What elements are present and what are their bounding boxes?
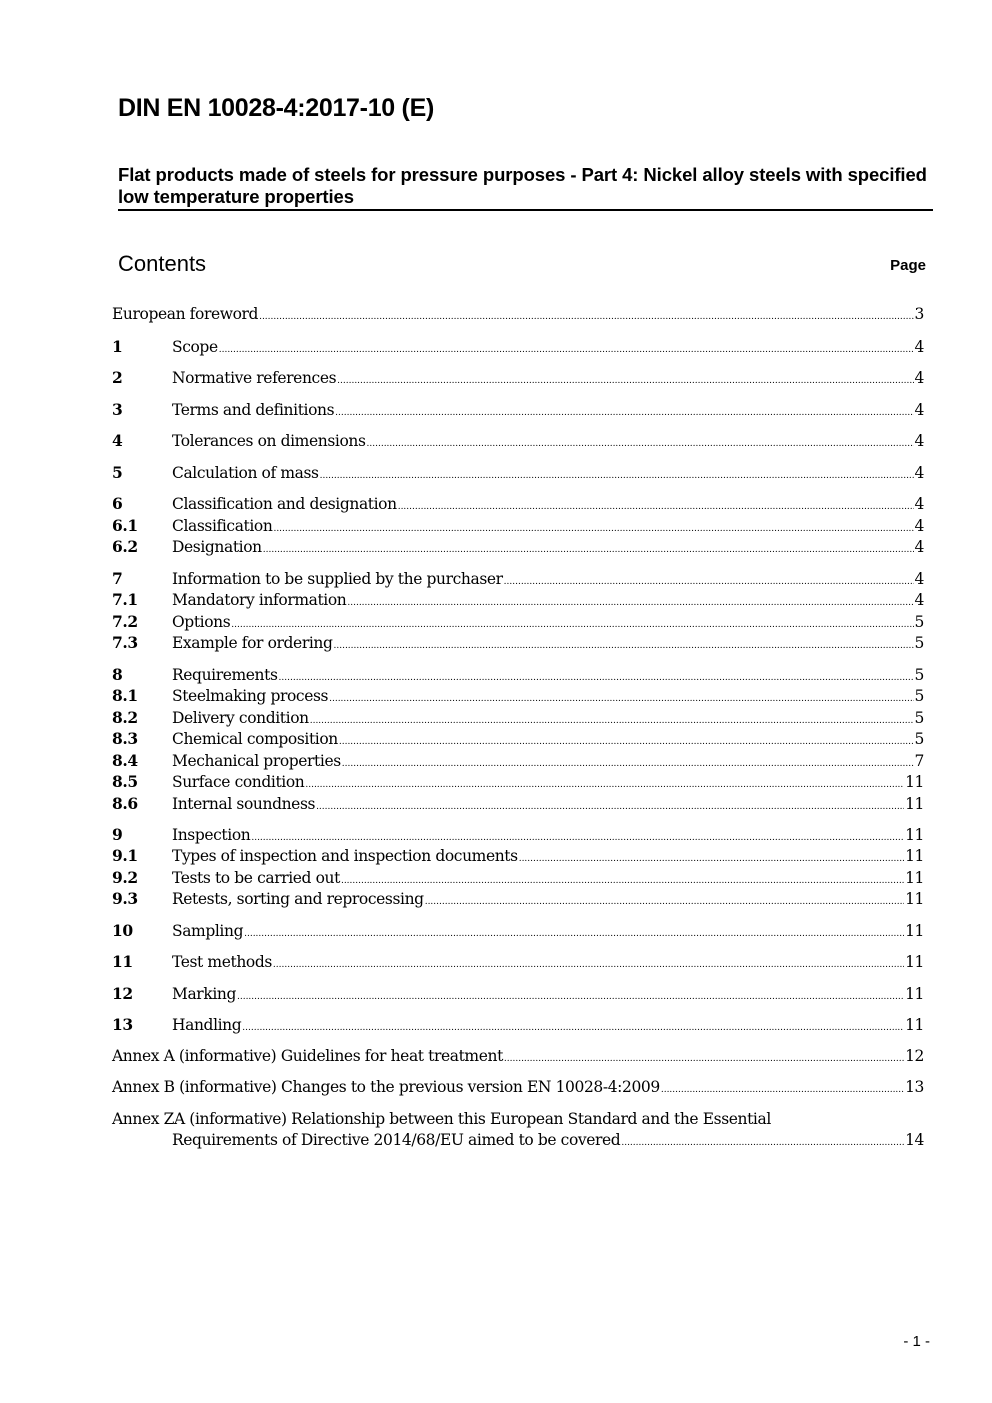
toc-entry-number: 6.1 (112, 516, 138, 535)
toc-leader-dots (367, 432, 914, 450)
toc-leader-dots (320, 464, 914, 482)
toc-entry-label: Surface condition (172, 773, 305, 791)
toc-leader-dots (342, 752, 914, 770)
toc-entry[interactable] (112, 590, 924, 612)
toc-entry[interactable] (112, 494, 924, 516)
toc-leader-dots (621, 1131, 904, 1149)
toc-entry[interactable] (112, 751, 924, 773)
toc-entry-label: Inspection (172, 826, 251, 844)
toc-entry-number: 8.3 (112, 729, 138, 748)
toc-entry-page: 14 (905, 1131, 924, 1149)
toc-entry-number: 9.1 (112, 846, 138, 865)
toc-entry[interactable] (112, 537, 924, 559)
toc-leader-dots (425, 890, 904, 908)
contents-heading: Contents (118, 251, 207, 276)
toc-leader-dots (273, 517, 913, 535)
toc-entry-page: 3 (914, 305, 924, 323)
toc-entry-page: 11 (905, 847, 924, 865)
toc-leader-dots (279, 666, 914, 684)
toc-entry-label: Tests to be carried out (172, 869, 340, 887)
toc-entry-label: Example for ordering (172, 634, 333, 652)
toc-entry[interactable] (112, 708, 924, 730)
toc-entry-number: 10 (112, 921, 133, 940)
toc-entry-page: 5 (914, 666, 924, 684)
toc-entry-page: 5 (914, 730, 924, 748)
toc-entry-label: Sampling (172, 922, 244, 940)
toc-entry-number: 1 (112, 337, 123, 356)
toc-leader-dots (335, 401, 913, 419)
toc-entry[interactable] (112, 305, 924, 327)
toc-leader-dots (219, 338, 914, 356)
toc-entry-label: Classification and designation (172, 495, 397, 513)
toc-entry-page: 11 (905, 922, 924, 940)
toc-entry-label: Classification (172, 517, 273, 535)
toc-entry-label: Terms and definitions (172, 401, 335, 419)
toc-entry-number: 7.3 (112, 633, 138, 652)
toc-entry-number: 8.5 (112, 772, 138, 791)
toc-entry[interactable] (112, 516, 924, 538)
toc-entry[interactable] (112, 868, 924, 890)
toc-entry-label: Requirements (172, 666, 278, 684)
toc-entry-number: 2 (112, 368, 123, 387)
toc-leader-dots (305, 773, 904, 791)
toc-leader-dots (398, 495, 914, 513)
toc-entry-page: 4 (914, 464, 924, 482)
toc-entry-page: 11 (905, 826, 924, 844)
toc-entry-page: 11 (905, 890, 924, 908)
toc-entry-number: 12 (112, 984, 133, 1003)
toc-leader-dots (661, 1078, 904, 1096)
toc-leader-dots (504, 570, 914, 588)
toc-entry[interactable] (112, 772, 924, 794)
toc-entry-label: Retests, sorting and reprocessing (172, 890, 424, 908)
toc-entry-label: European foreword (112, 305, 259, 323)
toc-entry-number: 9.3 (112, 889, 138, 908)
toc-entry[interactable] (112, 1047, 924, 1069)
toc-entry-number: 6.2 (112, 537, 138, 556)
toc-entry[interactable] (112, 1015, 924, 1037)
toc-entry-page: 5 (914, 634, 924, 652)
toc-entry[interactable] (112, 337, 924, 359)
toc-entry[interactable] (112, 463, 924, 485)
toc-entry-page: 4 (914, 401, 924, 419)
toc-leader-dots (242, 1016, 904, 1034)
toc-leader-dots (504, 1047, 904, 1065)
toc-entry[interactable] (112, 569, 924, 591)
toc-leader-dots (263, 538, 914, 556)
toc-entry-label: Delivery condition (172, 709, 309, 727)
toc-entry-page: 4 (914, 570, 924, 588)
toc-entry-page: 11 (905, 1016, 924, 1034)
toc-entry[interactable] (112, 889, 924, 911)
toc-leader-dots (310, 709, 914, 727)
toc-leader-dots (259, 305, 913, 323)
toc-entry-label: Annex ZA (informative) Relationship between this European Standard and the Essential (112, 1110, 771, 1128)
toc-leader-dots (237, 985, 904, 1003)
toc-entry-label: Designation (172, 538, 262, 556)
toc-leader-dots (347, 591, 913, 609)
toc-leader-dots (273, 953, 904, 971)
toc-entry-page: 5 (914, 709, 924, 727)
document-title: DIN EN 10028-4:2017-10 (E) (118, 94, 434, 122)
toc-entry[interactable] (112, 431, 924, 453)
toc-entry-label: Mechanical properties (172, 752, 341, 770)
toc-entry-number: 8 (112, 665, 123, 684)
toc-entry[interactable] (112, 665, 924, 687)
toc-entry[interactable] (112, 825, 924, 847)
toc-entry-number: 8.4 (112, 751, 138, 770)
toc-entry-page: 11 (905, 869, 924, 887)
toc-entry-label: Annex B (informative) Changes to the previous version EN 10028-4:2009 (112, 1078, 660, 1096)
toc-entry-label: Tolerances on dimensions (172, 432, 366, 450)
toc-entry[interactable] (112, 952, 924, 974)
toc-entry-page: 11 (905, 795, 924, 813)
toc-entry-label: Information to be supplied by the purchaser (172, 570, 503, 588)
toc-entry-page: 4 (914, 432, 924, 450)
toc-entry-page: 4 (914, 538, 924, 556)
toc-entry-page: 4 (914, 517, 924, 535)
toc-entry-page: 4 (914, 495, 924, 513)
toc-entry[interactable] (112, 729, 924, 751)
toc-entry[interactable] (112, 846, 924, 868)
toc-entry-number: 7.2 (112, 612, 138, 631)
toc-leader-dots (244, 922, 904, 940)
toc-entry-page: 11 (905, 953, 924, 971)
toc-entry[interactable] (112, 794, 924, 816)
toc-entry-label: Calculation of mass (172, 464, 319, 482)
toc-entry-label: Types of inspection and inspection documents (172, 847, 518, 865)
toc-entry-page: 5 (914, 687, 924, 705)
toc-entry-label: Chemical composition (172, 730, 338, 748)
toc-entry[interactable] (112, 1078, 924, 1100)
toc-leader-dots (231, 613, 913, 631)
toc-entry-number: 4 (112, 431, 123, 450)
toc-entry-label: Requirements of Directive 2014/68/EU aimed to be covered (172, 1131, 621, 1149)
toc-entry-label: Normative references (172, 369, 337, 387)
toc-entry[interactable] (112, 612, 924, 634)
toc-entry-page: 12 (905, 1047, 924, 1065)
toc-entry-label: Annex A (informative) Guidelines for heat treatment (112, 1047, 503, 1065)
toc-entry-number: 5 (112, 463, 123, 482)
toc-entry-label: Steelmaking process (172, 687, 329, 705)
toc-entry-page: 11 (905, 985, 924, 1003)
toc-entry-label: Test methods (172, 953, 272, 971)
toc-entry-number: 11 (112, 952, 133, 971)
toc-leader-dots (334, 634, 914, 652)
toc-entry[interactable] (112, 921, 924, 943)
document-subtitle: Flat products made of steels for pressure purposes - Part 4: Nickel alloy steels with specified low temperature properties (118, 164, 933, 211)
toc-entry-page: 4 (914, 591, 924, 609)
toc-entry-continuation[interactable] (172, 1131, 924, 1153)
toc-entry-number: 8.1 (112, 686, 138, 705)
toc-entry[interactable] (112, 368, 924, 390)
toc-entry-label: Handling (172, 1016, 242, 1034)
toc-entry[interactable] (112, 400, 924, 422)
toc-entry-number: 9.2 (112, 868, 138, 887)
toc-entry-label: Scope (172, 338, 218, 356)
toc-leader-dots (519, 847, 904, 865)
toc-entry-number: 9 (112, 825, 123, 844)
toc-entry-page: 11 (905, 773, 924, 791)
toc-entry-label: Internal soundness (172, 795, 316, 813)
toc-entry[interactable] (112, 633, 924, 655)
toc-entry-page: 4 (914, 338, 924, 356)
toc-entry-page: 13 (905, 1078, 924, 1096)
toc-entry[interactable] (112, 984, 924, 1006)
toc-entry-number: 8.6 (112, 794, 138, 813)
toc-entry-page: 7 (914, 752, 924, 770)
toc-entry-number: 7.1 (112, 590, 138, 609)
toc-entry-label: Mandatory information (172, 591, 347, 609)
toc-entry[interactable] (112, 1110, 924, 1132)
toc-entry-number: 3 (112, 400, 123, 419)
toc-entry-page: 4 (914, 369, 924, 387)
toc-entry-number: 7 (112, 569, 123, 588)
toc-entry-page: 5 (914, 613, 924, 631)
toc-leader-dots (339, 730, 914, 748)
toc-entry-number: 6 (112, 494, 123, 513)
toc-entry[interactable] (112, 686, 924, 708)
toc-leader-dots (329, 687, 913, 705)
toc-entry-label: Marking (172, 985, 236, 1003)
toc-leader-dots (341, 869, 904, 887)
toc-entry-label: Options (172, 613, 231, 631)
toc-leader-dots (251, 826, 904, 844)
toc-leader-dots (316, 795, 904, 813)
toc-entry-number: 13 (112, 1015, 133, 1034)
footer-page-number: - 1 - (903, 1333, 930, 1350)
toc-leader-dots (337, 369, 913, 387)
page-column-label: Page (890, 257, 926, 274)
toc-entry-number: 8.2 (112, 708, 138, 727)
